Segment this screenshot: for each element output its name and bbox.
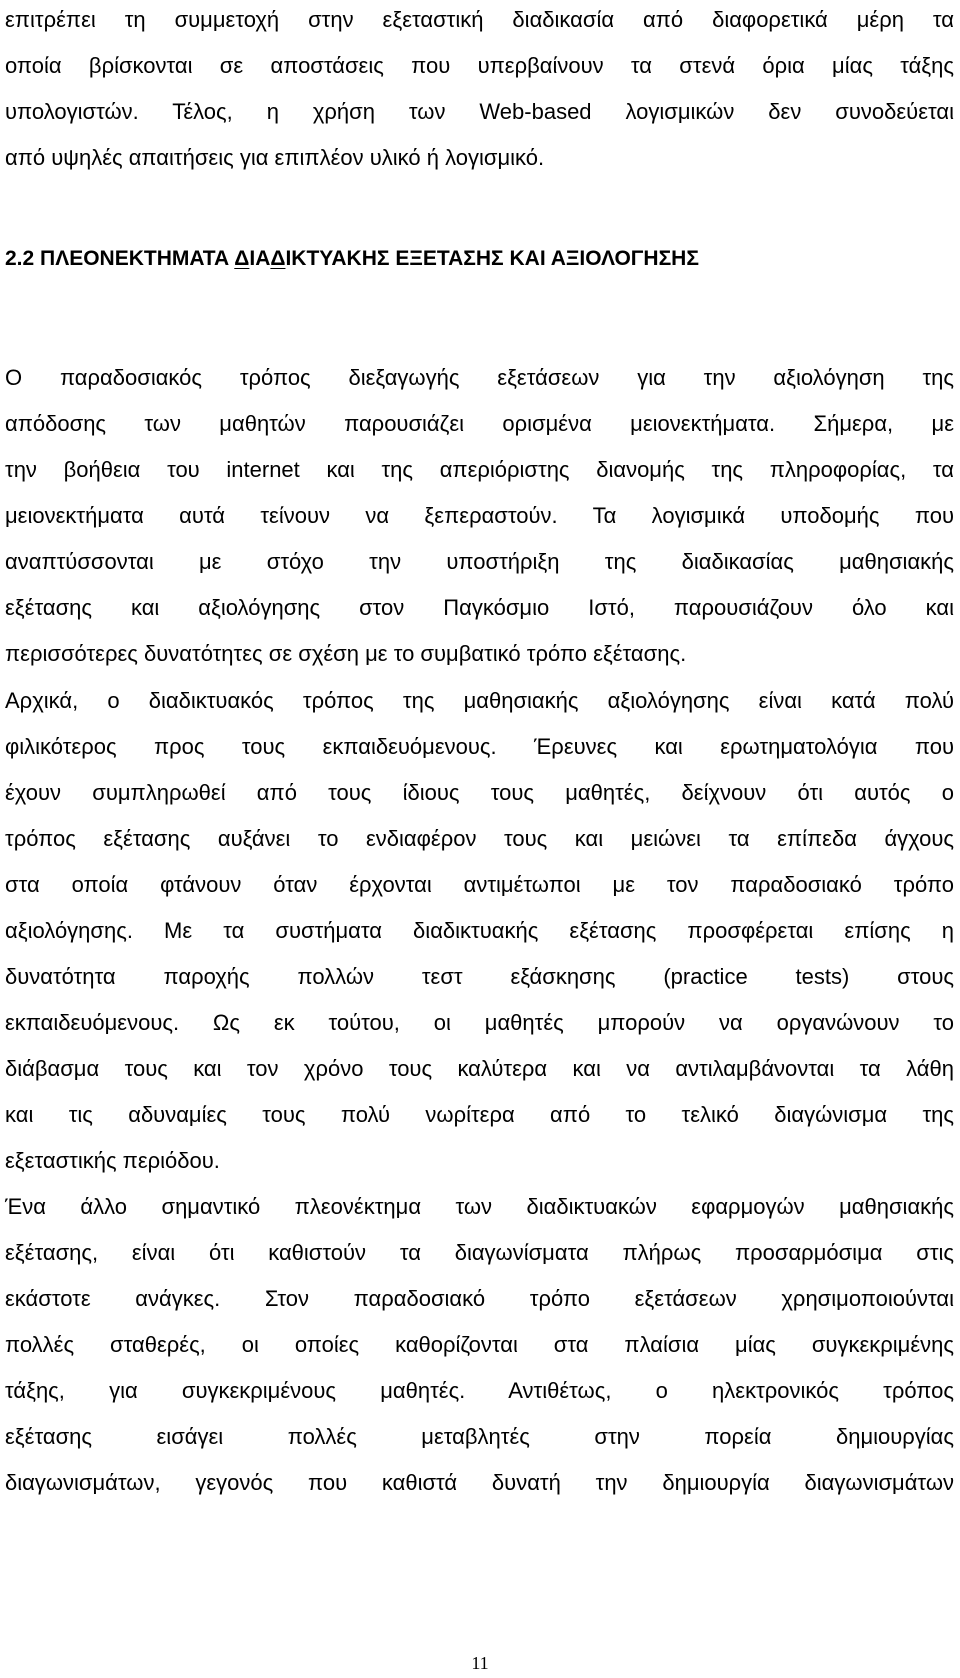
paragraph-1-line-4: μειονεκτήματα αυτά τείνουν να ξεπεραστούν. Τα λογισμικά υποδομής που <box>5 503 954 528</box>
paragraph-3-line-1: Ένα άλλο σημαντικό πλεονέκτημα των διαδικτυακών εφαρμογών μαθησιακής <box>5 1194 954 1219</box>
paragraph-1-line-3: την βοήθεια του internet και της απεριόριστης διανομής της πληροφορίας, τα <box>5 457 954 482</box>
paragraph-2-line-2: φιλικότερος προς τους εκπαιδευόμενους. Έρευνες και ερωτηματολόγια που <box>5 734 954 759</box>
paragraph-2-line-10: και τις αδυναμίες τους πολύ νωρίτερα από το τελικό διαγώνισμα της <box>5 1102 954 1127</box>
paragraph-3-line-5: τάξης, για συγκεκριμένους μαθητές. Αντιθέτως, ο ηλεκτρονικός τρόπος <box>5 1378 954 1403</box>
paragraph-2-line-1: Αρχικά, ο διαδικτυακός τρόπος της μαθησιακής αξιολόγησης είναι κατά πολύ <box>5 688 954 713</box>
paragraph-1-line-2: απόδοσης των μαθητών παρουσιάζει ορισμένα μειονεκτήματα. Σήμερα, με <box>5 411 954 436</box>
page-number: 11 <box>471 1653 489 1673</box>
paragraph-3-line-4: πολλές σταθερές, οι οποίες καθορίζονται στα πλαίσια μίας συγκεκριμένης <box>5 1332 954 1357</box>
intro-line-2: οποία βρίσκονται σε αποστάσεις που υπερβαίνουν τα στενά όρια μίας τάξης <box>5 53 954 78</box>
paragraph-1-line-6: εξέτασης και αξιολόγησης στον Παγκόσμιο Ιστό, παρουσιάζουν όλο και <box>5 595 954 620</box>
paragraph-1-line-1: Ο παραδοσιακός τρόπος διεξαγωγής εξετάσεων για την αξιολόγηση της <box>5 365 954 390</box>
heading-part-3: ΙΚΤΥΑΚΗΣ ΕΞΕΤΑΣΗΣ ΚΑΙ ΑΞΙΟΛΟΓΗΣΗΣ <box>285 247 699 270</box>
paragraph-2-line-5: στα οποία φτάνουν όταν έρχονται αντιμέτωποι με τον παραδοσιακό τρόπο <box>5 872 954 897</box>
paragraph-1-line-7: περισσότερες δυνατότητες σε σχέση με το συμβατικό τρόπο εξέτασης. <box>5 641 687 666</box>
intro-line-3: υπολογιστών. Τέλος, η χρήση των Web-based λογισμικών δεν συνοδεύεται <box>5 99 954 124</box>
paragraph-3-line-3: εκάστοτε ανάγκες. Στον παραδοσιακό τρόπο εξετάσεων χρησιμοποιούνται <box>5 1286 954 1311</box>
heading-part-2: ΙΑ <box>249 247 271 270</box>
paragraph-2-line-7: δυνατότητα παροχής πολλών τεστ εξάσκησης (practice tests) στους <box>5 964 954 989</box>
paragraph-2-line-6: αξιολόγησης. Με τα συστήματα διαδικτυακής εξέτασης προσφέρεται επίσης η <box>5 918 954 943</box>
heading-part-1: 2.2 ΠΛΕΟΝΕΚΤΗΜΑΤΑ <box>5 247 235 270</box>
intro-line-4: από υψηλές απαιτήσεις για επιπλέον υλικό ή λογισμικό. <box>5 145 545 170</box>
paragraph-2-line-8: εκπαιδευόμενους. Ως εκ τούτου, οι μαθητές μπορούν να οργανώνουν το <box>5 1010 954 1035</box>
paragraph-2-line-9: διάβασμα τους και τον χρόνο τους καλύτερα και να αντιλαμβάνονται τα λάθη <box>5 1056 954 1081</box>
section-heading <box>5 246 954 272</box>
paragraph-1-line-5: αναπτύσσονται με στόχο την υποστήριξη της διαδικασίας μαθησιακής <box>5 549 954 574</box>
paragraph-3-line-2: εξέτασης, είναι ότι καθιστούν τα διαγωνίσματα πλήρως προσαρμόσιμα στις <box>5 1240 954 1265</box>
heading-underlined-letter-2: Δ <box>270 247 286 270</box>
paragraph-2-line-4: τρόπος εξέτασης αυξάνει το ενδιαφέρον τους και μειώνει τα επίπεδα άγχους <box>5 826 954 851</box>
paragraph-3-line-7: διαγωνισμάτων, γεγονός που καθιστά δυνατή την δημιουργία διαγωνισμάτων <box>5 1470 954 1495</box>
paragraph-2-line-11: εξεταστικής περιόδου. <box>5 1148 220 1173</box>
heading-underlined-letter-1: Δ <box>234 247 250 270</box>
paragraph-3-line-6: εξέτασης εισάγει πολλές μεταβλητές στην πορεία δημιουργίας <box>5 1424 954 1449</box>
paragraph-2-line-3: έχουν συμπληρωθεί από τους ίδιους τους μαθητές, δείχνουν ότι αυτός ο <box>5 780 954 805</box>
intro-line-1: επιτρέπει τη συμμετοχή στην εξεταστική διαδικασία από διαφορετικά μέρη τα <box>5 7 954 32</box>
